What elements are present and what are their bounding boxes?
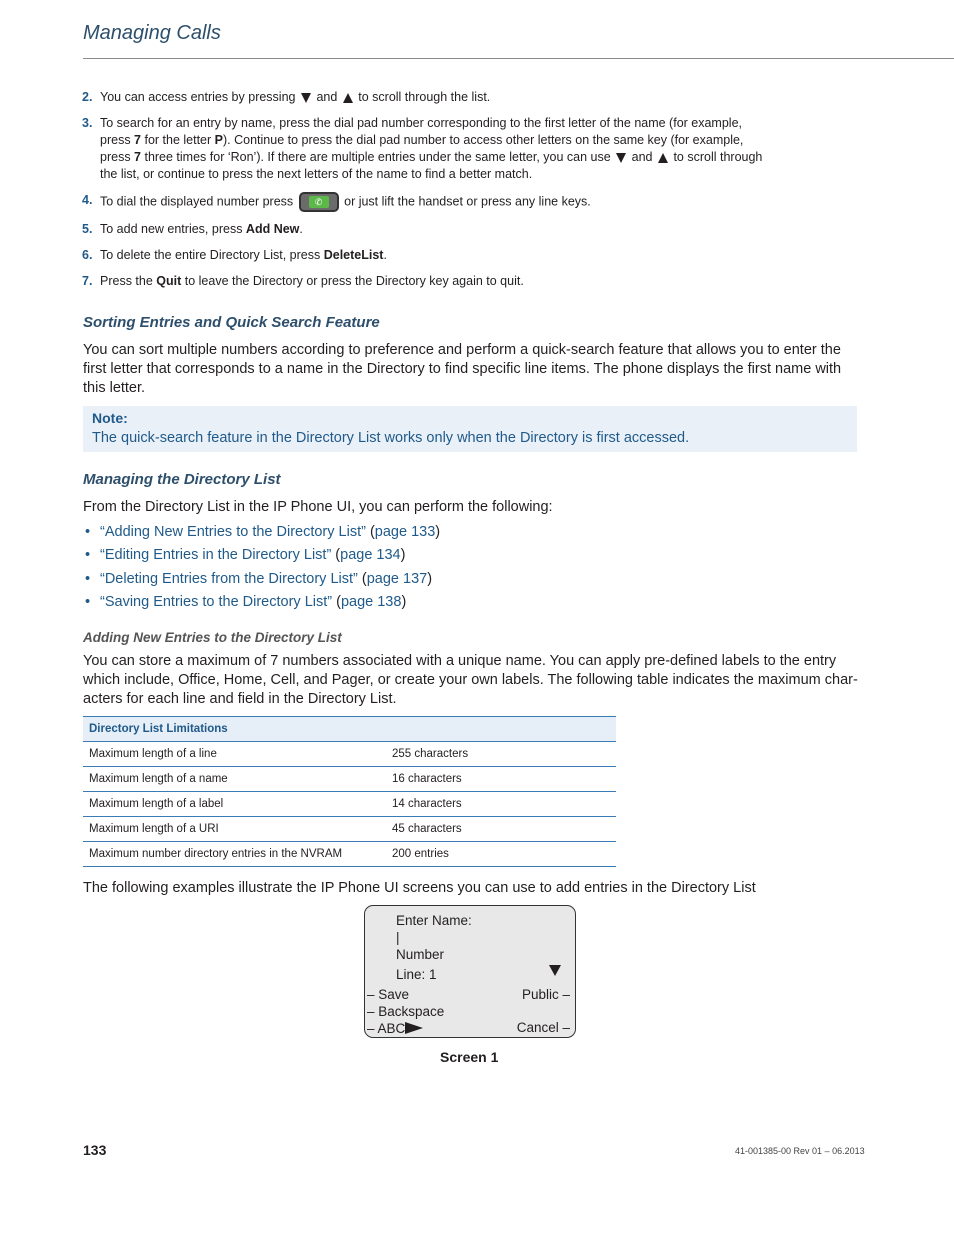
sorting-paragraph: You can sort multiple numbers according to preference and perform a quick-search feature that allows you to enter the first letter that corresponds to a name in the Directory to find specific line items. The phone displays the first name with this letter. (83, 342, 842, 396)
step-3 (82, 115, 782, 183)
right-arrow-icon (405, 1022, 423, 1034)
step-bold: Add New (245, 222, 300, 236)
step-text: To add new entries, press (100, 222, 246, 236)
table-cell: Maximum number directory entries in the NVRAM (83, 842, 386, 867)
step-number: 6. (82, 248, 93, 262)
table-cell: Maximum length of a URI (83, 817, 386, 842)
xref-link[interactable]: “Adding New Entries to the Directory List” (100, 524, 366, 540)
managing-intro: From the Directory List in the IP Phone UI, you can perform the following: (83, 499, 553, 515)
save-softkey[interactable]: – Save (367, 987, 410, 1002)
page-header-title: Managing Calls (83, 22, 221, 44)
line-label: Line: 1 (396, 967, 437, 982)
table-cell: Maximum length of a name (83, 767, 386, 792)
examples-paragraph: The following examples illustrate the IP Phone UI screens you can use to add entries in the Directory List (83, 880, 756, 896)
up-arrow-icon (343, 93, 353, 103)
step-4 (82, 192, 782, 212)
adding-paragraph: You can store a maximum of 7 numbers associated with a unique name. You can apply pre-defined labels to the entry which include, Office, Home, Cell, and Pager, or create your own labels. The following table indicates the maximum char-acters for each line and field in the Directory List. (83, 653, 858, 707)
list-item: • “Deleting Entries from the Directory List” (page 137) (85, 570, 433, 587)
table-row (83, 767, 616, 792)
table-header: Directory List Limitations (83, 717, 616, 742)
page-link[interactable]: page 138 (340, 593, 402, 610)
step-text: or just lift the handset or press any line keys. (340, 194, 591, 209)
table-cell: 14 characters (386, 792, 616, 817)
step-5: 5. To add new entries, press Add New. (82, 222, 303, 236)
down-arrow-icon (616, 153, 626, 163)
list-item: • “Adding New Entries to the Directory List” (page 133) (85, 524, 441, 540)
step-bold: Quit (156, 274, 182, 288)
scroll-down-icon[interactable] (549, 965, 561, 976)
public-softkey[interactable]: Public – (521, 987, 570, 1002)
steps-list (82, 89, 782, 299)
limitations-table (83, 716, 616, 867)
step-text: To delete the entire Directory List, press (100, 248, 324, 262)
up-arrow-icon (658, 153, 668, 163)
page-link[interactable]: page 134 (340, 547, 401, 564)
table-cell: 255 characters (386, 742, 616, 767)
abc-softkey[interactable]: – ABC (367, 1021, 406, 1036)
note-box (83, 406, 857, 452)
note-text: The quick-search feature in the Directory List works only when the Directory is first accessed. (92, 430, 690, 446)
step-number: 5. (82, 222, 93, 236)
table-row (83, 842, 616, 867)
screen-caption: Screen 1 (440, 1049, 499, 1065)
cancel-softkey[interactable]: Cancel – (516, 1020, 570, 1035)
table-cell: 45 characters (386, 817, 616, 842)
step-6: 6. To delete the entire Directory List, press DeleteList. (82, 248, 387, 262)
page-link[interactable]: page 137 (366, 570, 428, 587)
dial-key-icon: ✆ (299, 192, 339, 212)
step-line: press 7 three times for ‘Ron’). If there are multiple entries under the same letter, you can use and to scroll through (100, 150, 763, 164)
note-label: Note: (92, 410, 128, 426)
down-arrow-icon (301, 93, 311, 103)
step-2 (82, 89, 782, 106)
step-line: press 7 for the letter P). Continue to press the dial pad number to access other letters on the same key (for example, (100, 133, 744, 147)
step-bold: DeleteList (323, 248, 384, 262)
page-link[interactable]: page 133 (374, 524, 436, 540)
text-cursor: | (396, 930, 400, 945)
number-label: Number (396, 947, 445, 962)
step-text: Press the (100, 274, 157, 288)
managing-bullet-list (83, 521, 440, 614)
xref-link[interactable]: “Deleting Entries from the Directory List” (100, 570, 358, 587)
backspace-softkey[interactable]: – Backspace (367, 1004, 445, 1019)
table-header-row (83, 717, 616, 742)
enter-name-label: Enter Name: (396, 913, 472, 928)
list-item: • “Editing Entries in the Directory List” (page 134) (85, 547, 406, 564)
step-text: You can access entries by pressing (100, 90, 299, 104)
phone-screen (364, 905, 576, 1038)
step-7: 7. Press the Quit to leave the Directory or press the Directory key again to quit. (82, 274, 524, 288)
section-heading-adding: Adding New Entries to the Directory List (83, 630, 342, 645)
step-text: to scroll through the list. (354, 90, 491, 104)
table-row (83, 742, 616, 767)
step-text: To dial the displayed number press (100, 194, 297, 209)
step-text: and (312, 90, 341, 104)
table-cell: 16 characters (386, 767, 616, 792)
xref-link[interactable]: “Editing Entries in the Directory List” (100, 547, 332, 564)
section-heading-sorting: Sorting Entries and Quick Search Feature (83, 314, 380, 331)
xref-link[interactable]: “Saving Entries to the Directory List” (100, 593, 333, 610)
table-cell: Maximum length of a label (83, 792, 386, 817)
page-number: 133 (83, 1142, 107, 1158)
table-cell: Maximum length of a line (83, 742, 386, 767)
step-line: To search for an entry by name, press the dial pad number corresponding to the first letter of the name (for example, (100, 116, 742, 130)
section-heading-managing: Managing the Directory List (83, 471, 281, 488)
step-number: 4. (82, 193, 93, 207)
list-item: • “Saving Entries to the Directory List” (page 138) (85, 593, 407, 610)
table-cell: 200 entries (386, 842, 616, 867)
table-row (83, 817, 616, 842)
step-line: the list, or continue to press the next letters of the name to find a better match. (100, 167, 533, 181)
step-number: 7. (82, 274, 93, 288)
table-row (83, 792, 616, 817)
header-divider (83, 58, 954, 59)
document-id: 41-001385-00 Rev 01 – 06.2013 (735, 1146, 865, 1156)
step-number: 3. (82, 116, 93, 130)
step-number: 2. (82, 90, 93, 104)
